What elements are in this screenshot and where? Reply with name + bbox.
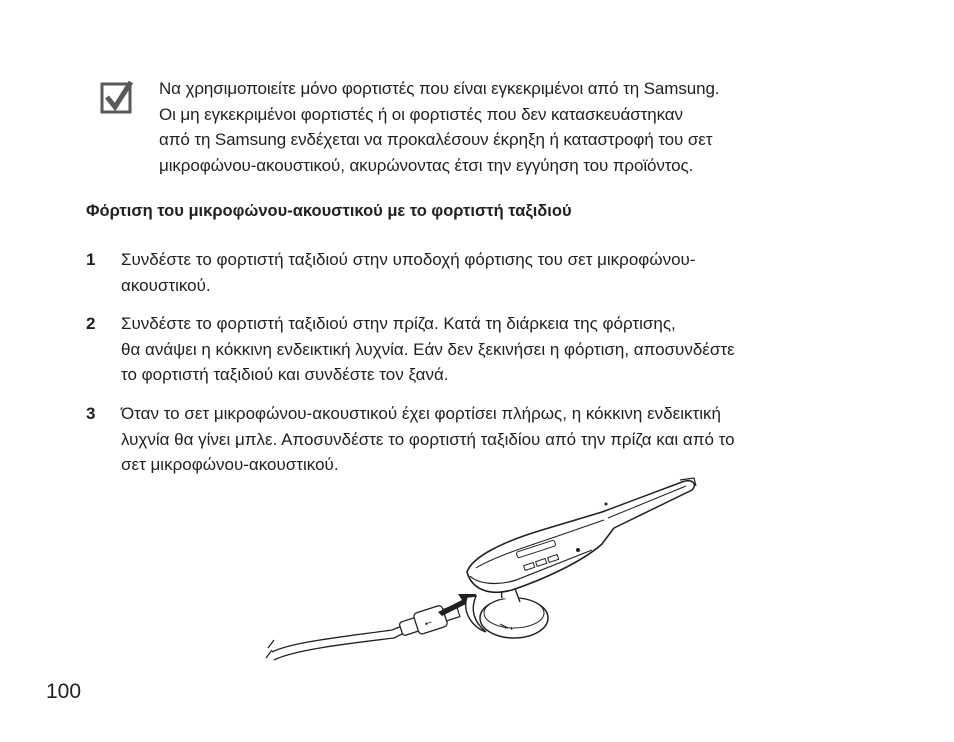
step-number: 2 xyxy=(86,314,96,333)
step-text xyxy=(121,401,891,478)
section-heading: Φόρτιση του μικροφώνου-ακουστικού με το φορτιστή ταξιδιού xyxy=(86,202,572,220)
step-line: Όταν το σετ μικροφώνου-ακουστικού έχει φορτίσει πλήρως, η κόκκινη ενδεικτική xyxy=(121,404,721,423)
step-line: λυχνία θα γίνει μπλε. Αποσυνδέστε το φορτιστή ταξιδίου από την πρίζα και από το xyxy=(121,429,735,449)
page-number: 100 xyxy=(46,680,82,703)
note-line: Να χρησιμοποιείτε μόνο φορτιστές που είναι εγκεκριμένοι από τη Samsung. xyxy=(159,79,720,98)
note-line: μικροφώνου-ακουστικού, ακυρώνοντας έτσι την εγγύηση του προϊόντος. xyxy=(159,155,694,175)
note-line: Οι μη εγκεκριμένοι φορτιστές ή οι φορτιστές που δεν κατασκευάστηκαν xyxy=(159,104,683,124)
step-line: Συνδέστε το φορτιστή ταξιδιού στην υποδοχή φόρτισης του σετ μικροφώνου- xyxy=(121,250,696,269)
headset-charging-illustration xyxy=(262,472,702,664)
step-line: ακουστικού. xyxy=(121,275,211,295)
step-line: σετ μικροφώνου-ακουστικού. xyxy=(121,455,339,474)
step-line: το φορτιστή ταξιδιού και συνδέστε τον ξανά. xyxy=(121,365,449,384)
step-line: Συνδέστε το φορτιστή ταξιδιού στην πρίζα. Κατά τη διάρκεια της φόρτισης, xyxy=(121,314,676,333)
note-line: από τη Samsung ενδέχεται να προκαλέσουν έκρηξη ή καταστροφή του σετ xyxy=(159,130,713,149)
step-text xyxy=(121,247,891,298)
usb-symbol: ⭠ xyxy=(422,616,434,630)
step-line: θα ανάψει η κόκκινη ενδεικτική λυχνία. Εάν δεν ξεκινήσει η φόρτιση, αποσυνδέστε xyxy=(121,339,735,359)
note-text xyxy=(159,76,879,178)
step-number: 1 xyxy=(86,250,96,269)
step-text xyxy=(121,311,891,388)
checkbox-check-icon xyxy=(100,80,134,114)
step-number: 3 xyxy=(86,404,96,423)
